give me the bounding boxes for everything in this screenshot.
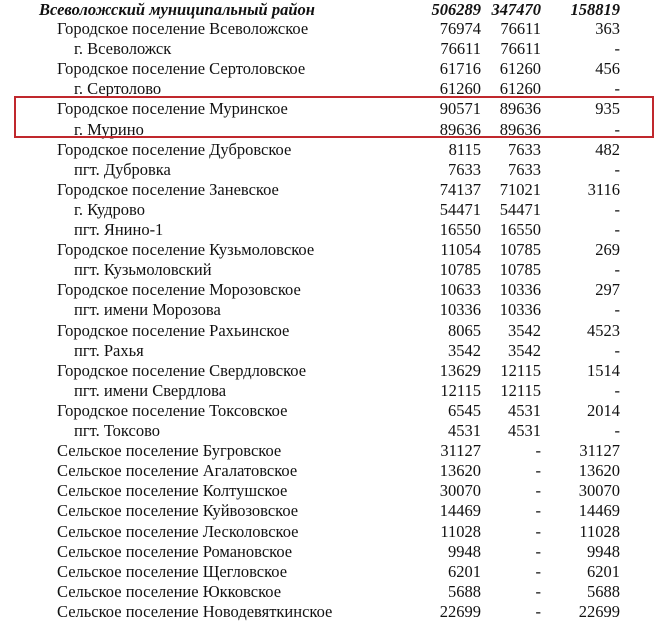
total-population: 89636 [439,120,481,139]
table-row [0,280,672,300]
table-row [0,582,672,602]
rural-population: 9948 [587,542,620,561]
total-population: 76611 [440,39,481,58]
locality-name: г. Сертолово [74,79,162,98]
table-row [0,381,672,401]
total-population: 10633 [439,280,481,299]
locality-name: пгт. имени Свердлова [74,381,227,400]
table-row [0,602,672,622]
rural-population: 269 [595,240,620,259]
urban-population: 12115 [500,381,541,400]
urban-population: 10785 [499,240,541,259]
rural-population: - [614,381,620,400]
rural-population: - [614,120,620,139]
urban-population: - [535,501,541,520]
district-name: Всеволожский муниципальный район [39,0,315,19]
highlight-box [14,96,654,138]
urban-population: 54471 [499,200,541,219]
table-row [0,220,672,240]
rural-population: 456 [595,59,620,78]
table-row [0,542,672,562]
total-population: 7633 [448,160,481,179]
settlement-name: Сельское поселение Новодевяткинское [57,602,333,621]
rural-population: 6201 [587,562,620,581]
urban-population: 61260 [499,79,541,98]
total-population: 61716 [439,59,481,78]
table-row [0,140,672,160]
urban-population: 76611 [500,39,541,58]
urban-population: 16550 [499,220,541,239]
settlement-name: Сельское поселение Щегловское [57,562,288,581]
total-population: 9948 [448,542,481,561]
settlement-name: Сельское поселение Лесколовское [57,522,299,541]
urban-population: 10336 [499,280,541,299]
urban-population: - [535,542,541,561]
total-population: 13620 [439,461,481,480]
table-row [0,421,672,441]
total-population: 10785 [439,260,481,279]
table-row [0,200,672,220]
rural-population: 11028 [579,522,620,541]
urban-population: 3542 [508,321,541,340]
total-population: 16550 [439,220,481,239]
table-row [0,59,672,79]
table-row [0,461,672,481]
urban-population: 4531 [508,401,541,420]
settlement-name: Городское поселение Всеволожское [57,19,309,38]
locality-name: г. Мурино [74,120,144,139]
table-row [0,522,672,542]
table-row [0,39,672,59]
district-total: 506289 [431,0,481,19]
settlement-name: Сельское поселение Юкковское [57,582,282,601]
total-population: 14469 [439,501,481,520]
urban-population: 12115 [500,361,541,380]
total-population: 11054 [440,240,481,259]
table-row [0,300,672,320]
district-rural: 158819 [570,0,620,19]
rural-population: 363 [595,19,620,38]
locality-name: пгт. Рахья [74,341,144,360]
total-population: 54471 [439,200,481,219]
settlement-name: Городское поселение Заневское [57,180,279,199]
urban-population: 4531 [508,421,541,440]
rural-population: 297 [595,280,620,299]
settlement-name: Городское поселение Свердловское [57,361,307,380]
rural-population: - [614,421,620,440]
district-header-row [0,0,672,20]
rural-population: - [614,200,620,219]
total-population: 8115 [448,140,481,159]
urban-population: 10336 [499,300,541,319]
settlement-name: Городское поселение Морозовское [57,280,301,299]
settlement-name: Сельское поселение Агалатовское [57,461,298,480]
rural-population: 13620 [578,461,620,480]
urban-population: 89636 [499,99,541,118]
table-row [0,160,672,180]
locality-name: пгт. Янино-1 [74,220,164,239]
settlement-name: Городское поселение Рахьинское [57,321,290,340]
urban-population: 7633 [508,140,541,159]
urban-population: 10785 [499,260,541,279]
urban-population: 7633 [508,160,541,179]
district-urban: 347470 [491,0,541,19]
settlement-name: Сельское поселение Куйвозовское [57,501,299,520]
urban-population: - [535,602,541,621]
total-population: 3542 [448,341,481,360]
total-population: 12115 [440,381,481,400]
table-row [0,441,672,461]
table-row [0,501,672,521]
rural-population: 1514 [587,361,620,380]
rural-population: - [614,300,620,319]
settlement-name: Сельское поселение Романовское [57,542,293,561]
locality-name: пгт. Токсово [74,421,161,440]
urban-population: - [535,461,541,480]
locality-name: пгт. Кузьмоловский [74,260,212,279]
table-row [0,562,672,582]
total-population: 5688 [448,582,481,601]
urban-population: 71021 [499,180,541,199]
urban-population: 61260 [499,59,541,78]
rural-population: - [614,79,620,98]
urban-population: - [535,522,541,541]
table-row [0,260,672,280]
total-population: 61260 [439,79,481,98]
total-population: 76974 [439,19,481,38]
settlement-name: Городское поселение Кузьмоловское [57,240,315,259]
rural-population: 5688 [587,582,620,601]
urban-population: - [535,562,541,581]
settlement-name: Сельское поселение Колтушское [57,481,288,500]
table-row [0,19,672,39]
settlement-name: Сельское поселение Бугровское [57,441,282,460]
total-population: 30070 [439,481,481,500]
rural-population: 935 [595,99,620,118]
rural-population: - [614,220,620,239]
total-population: 6201 [448,562,481,581]
total-population: 10336 [439,300,481,319]
total-population: 13629 [439,361,481,380]
locality-name: г. Кудрово [74,200,145,219]
locality-name: пгт. имени Морозова [74,300,221,319]
rural-population: 31127 [579,441,620,460]
rural-population: 30070 [578,481,620,500]
locality-name: г. Всеволожск [74,39,172,58]
rural-population: 3116 [587,180,620,199]
rural-population: 14469 [578,501,620,520]
table-row [0,481,672,501]
total-population: 6545 [448,401,481,420]
total-population: 90571 [439,99,481,118]
urban-population: 76611 [500,19,541,38]
table-row [0,361,672,381]
total-population: 22699 [439,602,481,621]
rural-population: - [614,39,620,58]
urban-population: - [535,481,541,500]
urban-population: 3542 [508,341,541,360]
rural-population: 482 [595,140,620,159]
urban-population: - [535,582,541,601]
rural-population: 4523 [587,321,620,340]
urban-population: - [535,441,541,460]
locality-name: пгт. Дубровка [74,160,171,179]
rural-population: 2014 [587,401,620,420]
rural-population: - [614,260,620,279]
total-population: 31127 [440,441,481,460]
rural-population: - [614,341,620,360]
total-population: 11028 [440,522,481,541]
settlement-name: Городское поселение Токсовское [57,401,288,420]
total-population: 8065 [448,321,481,340]
table-row [0,321,672,341]
table-row [0,341,672,361]
settlement-name: Городское поселение Муринское [57,99,288,118]
rural-population: 22699 [578,602,620,621]
rural-population: - [614,160,620,179]
table-row [0,180,672,200]
total-population: 74137 [439,180,481,199]
table-row [0,401,672,421]
settlement-name: Городское поселение Сертоловское [57,59,306,78]
table-row [0,240,672,260]
settlement-name: Городское поселение Дубровское [57,140,292,159]
urban-population: 89636 [499,120,541,139]
total-population: 4531 [448,421,481,440]
